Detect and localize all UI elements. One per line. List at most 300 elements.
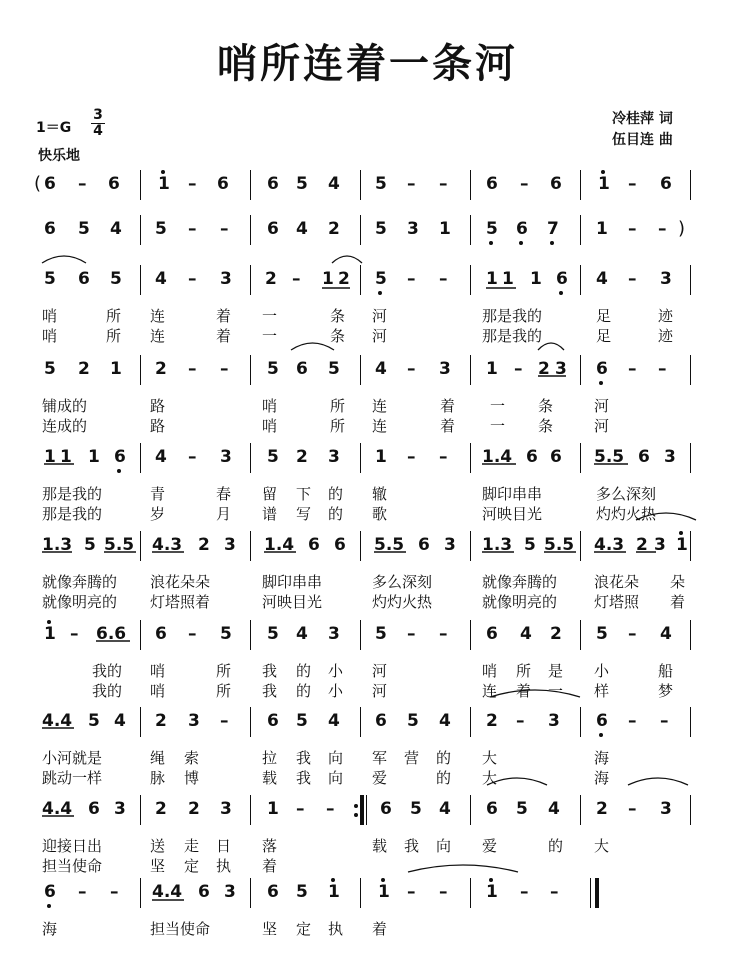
note: 3 xyxy=(654,535,666,555)
lyric-word: 河 xyxy=(594,417,610,435)
note: – xyxy=(292,269,301,289)
note: 3 xyxy=(407,219,419,239)
lyric-word: 就像奔腾的 xyxy=(42,573,118,591)
note: – xyxy=(188,269,197,289)
note: – xyxy=(628,624,637,644)
note: 6 xyxy=(267,174,279,194)
lyric-word: 条 xyxy=(330,307,346,325)
lyric-word: 就像明亮的 xyxy=(482,593,558,611)
lyric-word: 着 xyxy=(670,593,686,611)
lyric-word: 一 xyxy=(490,417,506,435)
lyric-word: 一 xyxy=(262,307,278,325)
bar-line xyxy=(580,355,581,385)
bar-line xyxy=(580,215,581,245)
lyrics-verse-2 xyxy=(30,855,698,875)
note: 6 xyxy=(596,359,608,379)
lyric-word: 路 xyxy=(150,417,166,435)
bar-line xyxy=(470,170,471,200)
note: 5 xyxy=(296,711,308,731)
lyric-word: 的 xyxy=(328,485,344,503)
bar-line xyxy=(580,443,581,473)
lyric-word: 大 xyxy=(482,749,498,767)
bar-line xyxy=(690,620,691,650)
lyric-word: 送 xyxy=(150,837,166,855)
note: 4 xyxy=(110,219,122,239)
octave-dot-above xyxy=(381,878,385,882)
octave-dot-below xyxy=(599,733,603,737)
note: 1 xyxy=(502,269,514,289)
lyric-word: 的 xyxy=(548,837,564,855)
bar-line xyxy=(360,170,361,200)
octave-dot-above xyxy=(489,878,493,882)
note: 4.4 xyxy=(42,711,73,731)
lyric-word: 是 xyxy=(548,662,564,680)
note: 4 xyxy=(439,799,451,819)
note: 2 xyxy=(198,535,210,555)
note: 6 xyxy=(108,174,120,194)
lyric-word: 河 xyxy=(372,327,388,345)
note: 6 xyxy=(638,447,650,467)
note: – xyxy=(520,882,529,902)
score-row xyxy=(30,707,698,797)
note: 6 xyxy=(267,711,279,731)
bar-line xyxy=(140,878,141,908)
note: – xyxy=(439,174,448,194)
note: 5 xyxy=(407,711,419,731)
note: 2 xyxy=(155,799,167,819)
bar-line xyxy=(470,878,471,908)
lyric-word: 脚印串串 xyxy=(482,485,543,503)
note: – xyxy=(628,799,637,819)
lyric-word: 着 xyxy=(372,920,388,938)
lyric-word: 哨 xyxy=(150,662,166,680)
lyric-word: 连 xyxy=(372,417,388,435)
lyric-word: 坚 xyxy=(262,920,278,938)
lyric-word: 落 xyxy=(262,837,278,855)
note: 6 xyxy=(308,535,320,555)
lyric-word: 朵 xyxy=(670,573,686,591)
note: 6 xyxy=(380,799,392,819)
song-title: 哨所连着一条河 xyxy=(217,41,518,87)
lyric-word: 条 xyxy=(538,397,554,415)
bar-line xyxy=(140,215,141,245)
note: – xyxy=(407,447,416,467)
time-numerator: 3 xyxy=(93,107,103,123)
lyric-word: 着 xyxy=(216,327,232,345)
bar-line xyxy=(580,531,581,561)
note: 5 xyxy=(267,359,279,379)
octave-dot-below xyxy=(550,241,554,245)
lyrics-verse-1 xyxy=(30,305,698,325)
lyric-word: 那是我的 xyxy=(42,505,103,523)
lyric-word: 载 xyxy=(372,837,388,855)
note: 5 xyxy=(44,359,56,379)
lyric-word: 小 xyxy=(328,682,344,700)
lyric-word: 哨 xyxy=(42,327,58,345)
bar-line xyxy=(580,795,581,825)
note: 4 xyxy=(520,624,532,644)
note: 1 xyxy=(486,882,498,902)
note: 4.4 xyxy=(152,882,183,902)
octave-dot-above xyxy=(601,170,605,174)
note: – xyxy=(658,359,667,379)
note: 6 xyxy=(486,799,498,819)
note-line xyxy=(30,355,698,385)
lyric-word: 河 xyxy=(372,662,388,680)
bar-line xyxy=(360,707,361,737)
bar-line xyxy=(690,707,691,737)
lyric-word: 连 xyxy=(150,307,166,325)
note: 3 xyxy=(224,882,236,902)
lyric-word: 连 xyxy=(482,682,498,700)
lyric-word: 的 xyxy=(436,769,452,787)
lyric-word: 灯塔照 xyxy=(594,593,640,611)
lyric-word: 哨 xyxy=(262,417,278,435)
lyric-word: 小河就是 xyxy=(42,749,103,767)
bar-line xyxy=(690,443,691,473)
note: 5 xyxy=(328,359,340,379)
note: 5.5 xyxy=(374,535,405,555)
lyric-word: 河 xyxy=(594,397,610,415)
lyric-word: 留 xyxy=(262,485,278,503)
lyric-word: 的 xyxy=(436,749,452,767)
note-line xyxy=(30,170,698,200)
lyrics-verse-2 xyxy=(30,415,698,435)
note: 5 xyxy=(296,174,308,194)
note: 2 xyxy=(155,711,167,731)
lyrics-verse-2 xyxy=(30,325,698,345)
lyric-word: 我 xyxy=(296,749,312,767)
octave-dot-above xyxy=(161,170,165,174)
key-signature: 1＝G xyxy=(36,120,72,136)
note: 1 xyxy=(439,219,451,239)
note: 6 xyxy=(550,174,562,194)
octave-dot-below xyxy=(559,291,563,295)
bar-line xyxy=(360,531,361,561)
score-row xyxy=(30,355,698,445)
note: – xyxy=(407,624,416,644)
octave-dot-below xyxy=(599,381,603,385)
note: 5.5 xyxy=(544,535,575,555)
lyric-word: 所 xyxy=(216,662,232,680)
note: 1 xyxy=(88,447,100,467)
bar-line xyxy=(140,795,141,825)
note: 6 xyxy=(556,269,568,289)
bar-line xyxy=(250,215,251,245)
note: 6 xyxy=(198,882,210,902)
note: 1 xyxy=(676,535,688,555)
lyric-word: 小 xyxy=(328,662,344,680)
note: – xyxy=(660,711,669,731)
lyric-word: 的 xyxy=(328,505,344,523)
lyric-word: 所 xyxy=(330,397,346,415)
note: – xyxy=(188,624,197,644)
bar-line xyxy=(470,215,471,245)
note: 1 xyxy=(378,882,390,902)
lyric-word: 一 xyxy=(548,682,564,700)
lyric-word: 连 xyxy=(150,327,166,345)
bar-line xyxy=(470,620,471,650)
note: 6 xyxy=(296,359,308,379)
lyric-word: 连 xyxy=(372,397,388,415)
lyric-word: 着 xyxy=(516,682,532,700)
note: 2 xyxy=(338,269,350,289)
note: 5.5 xyxy=(104,535,135,555)
bar-line xyxy=(360,443,361,473)
note-line xyxy=(30,795,698,825)
note: – xyxy=(439,447,448,467)
bar-line xyxy=(470,531,471,561)
note: 2 xyxy=(550,624,562,644)
lyric-word: 跳动一样 xyxy=(42,769,103,787)
note: 5 xyxy=(88,711,100,731)
lyric-word: 坚 xyxy=(150,857,166,875)
note: 1 xyxy=(44,447,56,467)
note: 3 xyxy=(555,359,567,379)
repeat-dot xyxy=(354,813,358,817)
score-row xyxy=(30,443,698,533)
lyric-word: 着 xyxy=(440,417,456,435)
repeat-bar-line-thin xyxy=(366,795,367,825)
lyric-word: 担当使命 xyxy=(150,920,211,938)
lyrics-verse-1 xyxy=(30,395,698,415)
note: 1.3 xyxy=(42,535,73,555)
bar-line xyxy=(250,355,251,385)
score-row xyxy=(30,878,698,968)
note: 4.3 xyxy=(594,535,625,555)
lyric-word: 爱 xyxy=(372,769,388,787)
lyric-word: 脉 xyxy=(150,769,166,787)
note: 5 xyxy=(267,624,279,644)
lyric-word: 那是我的 xyxy=(482,327,543,345)
final-bar-line-thick xyxy=(595,878,599,908)
lyric-word: 一 xyxy=(262,327,278,345)
time-denominator: 4 xyxy=(93,123,103,139)
bar-line xyxy=(690,795,691,825)
bar-line xyxy=(690,265,691,295)
note: 6 xyxy=(44,219,56,239)
lyric-word: 路 xyxy=(150,397,166,415)
note: 6 xyxy=(418,535,430,555)
bracket-mark: ) xyxy=(678,218,686,239)
note: 2 xyxy=(486,711,498,731)
note: 6 xyxy=(596,711,608,731)
lyric-word: 条 xyxy=(538,417,554,435)
bar-line xyxy=(580,620,581,650)
note: 4 xyxy=(375,359,387,379)
note: – xyxy=(296,799,305,819)
lyric-word: 船 xyxy=(658,662,674,680)
note: 2 xyxy=(538,359,550,379)
bar-line xyxy=(470,265,471,295)
note: 6 xyxy=(516,219,528,239)
note: 5 xyxy=(524,535,536,555)
lyric-word: 执 xyxy=(328,920,344,938)
composer-credit: 伍目连 曲 xyxy=(612,132,673,148)
note: – xyxy=(628,219,637,239)
lyric-word: 走 xyxy=(184,837,200,855)
lyric-word: 海 xyxy=(594,749,610,767)
note: 3 xyxy=(328,624,340,644)
note: 2 xyxy=(78,359,90,379)
note: 1 xyxy=(486,269,498,289)
note: – xyxy=(628,359,637,379)
note: 6 xyxy=(486,624,498,644)
lyric-word: 河映目光 xyxy=(482,505,543,523)
note: 6 xyxy=(217,174,229,194)
lyric-word: 所 xyxy=(516,662,532,680)
note: 3 xyxy=(664,447,676,467)
bar-line xyxy=(580,707,581,737)
note-line xyxy=(30,215,698,245)
note: – xyxy=(628,269,637,289)
note: 2 xyxy=(296,447,308,467)
note: – xyxy=(78,882,87,902)
note: 3 xyxy=(224,535,236,555)
note: 2 xyxy=(188,799,200,819)
note: 3 xyxy=(439,359,451,379)
lyric-word: 我的 xyxy=(92,682,123,700)
bar-line xyxy=(470,443,471,473)
lyric-word: 哨 xyxy=(42,307,58,325)
lyric-word: 的 xyxy=(296,662,312,680)
lyric-word: 绳 xyxy=(150,749,166,767)
bar-line xyxy=(140,707,141,737)
lyric-word: 灼灼火热 xyxy=(596,505,657,523)
lyric-word: 写 xyxy=(296,505,312,523)
octave-dot-below xyxy=(489,241,493,245)
octave-dot-above xyxy=(331,878,335,882)
lyrics-verse-2 xyxy=(30,503,698,523)
note: 3 xyxy=(328,447,340,467)
lyric-word: 足 xyxy=(596,327,612,345)
lyric-word: 哨 xyxy=(482,662,498,680)
lyric-word: 向 xyxy=(436,837,452,855)
note: 1 xyxy=(60,447,72,467)
lyric-word: 下 xyxy=(296,485,312,503)
note: – xyxy=(70,624,79,644)
note: 6 xyxy=(526,447,538,467)
lyric-word: 岁 xyxy=(150,505,166,523)
bar-line xyxy=(140,170,141,200)
note: – xyxy=(407,269,416,289)
note: 6 xyxy=(550,447,562,467)
repeat-bar-line xyxy=(360,795,364,825)
bar-line xyxy=(250,443,251,473)
lyric-word: 我的 xyxy=(92,662,123,680)
lyrics-verse-2 xyxy=(30,680,698,700)
note: 3 xyxy=(220,799,232,819)
lyric-word: 浪花朵 xyxy=(594,573,640,591)
bar-line xyxy=(470,355,471,385)
note: 7 xyxy=(547,219,559,239)
note: 4 xyxy=(328,174,340,194)
bar-line xyxy=(250,878,251,908)
note: 4 xyxy=(660,624,672,644)
note: – xyxy=(514,359,523,379)
bar-line xyxy=(360,265,361,295)
lyric-word: 日 xyxy=(216,837,232,855)
bar-line xyxy=(470,795,471,825)
note: 1.4 xyxy=(264,535,295,555)
note: 1 xyxy=(44,624,56,644)
note: 3 xyxy=(660,799,672,819)
note: 4 xyxy=(114,711,126,731)
note: – xyxy=(326,799,335,819)
bar-line xyxy=(360,355,361,385)
note: 4 xyxy=(548,799,560,819)
note-line xyxy=(30,878,698,908)
note: – xyxy=(188,359,197,379)
note: 2 xyxy=(265,269,277,289)
lyric-word: 脚印串串 xyxy=(262,573,323,591)
lyric-word: 那是我的 xyxy=(42,485,103,503)
lyric-word: 所 xyxy=(106,327,122,345)
lyrics-verse-2 xyxy=(30,591,698,611)
note-line xyxy=(30,620,698,650)
note: 3 xyxy=(114,799,126,819)
note: 5 xyxy=(267,447,279,467)
lyric-word: 就像明亮的 xyxy=(42,593,118,611)
lyric-word: 连成的 xyxy=(42,417,88,435)
note: 5 xyxy=(84,535,96,555)
final-bar-line-thin xyxy=(590,878,591,908)
lyric-word: 索 xyxy=(184,749,200,767)
lyric-word: 哨 xyxy=(262,397,278,415)
note: – xyxy=(658,219,667,239)
lyric-word: 营 xyxy=(404,749,420,767)
lyric-word: 博 xyxy=(184,769,200,787)
note: 2 xyxy=(155,359,167,379)
lyric-word: 海 xyxy=(594,769,610,787)
bar-line xyxy=(690,170,691,200)
bar-line xyxy=(250,170,251,200)
octave-dot-below xyxy=(519,241,523,245)
note: 5 xyxy=(375,624,387,644)
repeat-dot xyxy=(354,804,358,808)
note: – xyxy=(520,174,529,194)
note: 5 xyxy=(375,174,387,194)
bar-line xyxy=(140,620,141,650)
lyrics-verse-1 xyxy=(30,747,698,767)
lyric-word: 哨 xyxy=(150,682,166,700)
lyric-word: 河 xyxy=(372,307,388,325)
note: 1 xyxy=(110,359,122,379)
note: – xyxy=(220,711,229,731)
note: – xyxy=(628,711,637,731)
octave-dot-below xyxy=(117,469,121,473)
lyric-word: 着 xyxy=(440,397,456,415)
bar-line xyxy=(690,355,691,385)
note: 5 xyxy=(596,624,608,644)
bar-line xyxy=(360,878,361,908)
note: 5 xyxy=(110,269,122,289)
note: 1 xyxy=(322,269,334,289)
note: – xyxy=(439,269,448,289)
lyric-word: 就像奔腾的 xyxy=(482,573,558,591)
note: – xyxy=(188,447,197,467)
lyric-word: 定 xyxy=(296,920,312,938)
note: 1 xyxy=(158,174,170,194)
note: 5 xyxy=(44,269,56,289)
note: 5 xyxy=(375,219,387,239)
lyric-word: 拉 xyxy=(262,749,278,767)
lyric-word: 灼灼火热 xyxy=(372,593,433,611)
bar-line xyxy=(580,265,581,295)
note: 2 xyxy=(596,799,608,819)
bar-line xyxy=(140,443,141,473)
note: 4 xyxy=(155,447,167,467)
